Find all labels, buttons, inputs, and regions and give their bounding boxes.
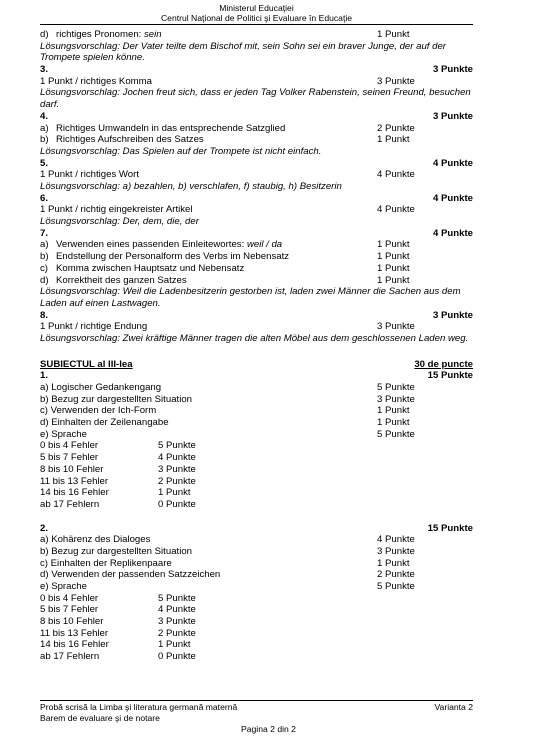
error-scale-row bbox=[40, 604, 473, 616]
item-total: 4 Punkte bbox=[433, 157, 473, 169]
error-scale bbox=[40, 440, 473, 510]
error-points: 0 Punkte bbox=[158, 498, 196, 510]
criterion-row bbox=[40, 534, 473, 546]
criterion-row: d) Korrektheit des ganzen Satzes 1 Punkt bbox=[40, 274, 410, 286]
criteria-list bbox=[40, 534, 473, 592]
criterion-row bbox=[40, 546, 473, 558]
item-number: 6. bbox=[40, 192, 49, 204]
error-points: 3 Punkte bbox=[158, 616, 196, 628]
item-number: 8. bbox=[40, 309, 49, 321]
page-footer bbox=[40, 702, 473, 723]
item-number: 4. bbox=[40, 110, 49, 122]
error-range: 5 bis 7 Fehler bbox=[40, 604, 99, 616]
error-scale-row bbox=[40, 440, 473, 452]
item-heading bbox=[40, 64, 473, 76]
item-heading bbox=[40, 370, 473, 382]
item-number: 7. bbox=[40, 227, 49, 239]
criterion-row bbox=[40, 417, 473, 429]
error-scale-row bbox=[40, 639, 473, 651]
criterion-points: 3 Punkte bbox=[377, 393, 415, 405]
criterion-text: e) Sprache bbox=[40, 581, 87, 593]
section-heading bbox=[40, 359, 473, 371]
error-scale-row bbox=[40, 499, 473, 511]
criterion-text: b) Bezug zur dargestellten Situation bbox=[40, 393, 192, 405]
error-scale-row bbox=[40, 487, 473, 499]
error-range: 8 bis 10 Fehler bbox=[40, 616, 104, 628]
criterion-text: c) Verwenden der Ich-Form bbox=[40, 405, 157, 417]
solution-text: Lösungsvorschlag: Weil die Ladenbesitzerin gestorben ist, laden zwei Männer die Sachen aus dem Laden auf einen Lastwagen. bbox=[40, 286, 461, 309]
error-points: 3 Punkte bbox=[158, 463, 196, 475]
criterion-points: 5 Punkte bbox=[377, 428, 415, 440]
solution-text: Lösungsvorschlag: Der Vater teilte dem Bischof mit, sein Sohn sei ein braver Junge, der auf der Trompete spielen könne. bbox=[40, 40, 446, 64]
criteria-list bbox=[40, 382, 473, 440]
criterion-text: b) Bezug zur dargestellten Situation bbox=[40, 545, 192, 557]
criterion-row bbox=[40, 394, 473, 406]
item-number: 2. bbox=[40, 522, 49, 534]
solution-text: Lösungsvorschlag: Zwei kräftige Männer tragen die alten Möbel aus dem geschlossenen Laden weg. bbox=[40, 332, 469, 344]
criterion-row bbox=[40, 558, 473, 570]
item-heading bbox=[40, 158, 473, 170]
criterion-row: a) Richtiges Umwandeln in das entsprechende Satzglied 2 Punkte bbox=[40, 122, 415, 134]
item-total: 15 Punkte bbox=[427, 522, 473, 534]
error-range: 14 bis 16 Fehler bbox=[40, 487, 109, 499]
error-range: 5 bis 7 Fehler bbox=[40, 452, 99, 464]
item-heading bbox=[40, 111, 473, 123]
error-points: 1 Punkt bbox=[158, 639, 191, 651]
item-total: 4 Punkte bbox=[433, 192, 473, 204]
criterion-row: a) Verwenden eines passenden Einleitewortes: weil / da 1 Punkt bbox=[40, 239, 410, 251]
criterion-text: d) Einhalten der Zeilenangabe bbox=[40, 417, 169, 429]
criterion-points: 1 Punkt bbox=[377, 29, 410, 40]
error-range: 0 bis 4 Fehler bbox=[40, 440, 99, 452]
item-total: 15 Punkte bbox=[427, 370, 473, 382]
criterion-text: c) Einhalten der Replikenpaare bbox=[40, 557, 172, 569]
document-body bbox=[40, 29, 473, 663]
item-number: 1. bbox=[40, 370, 49, 382]
error-points: 5 Punkte bbox=[158, 440, 196, 452]
item-heading bbox=[40, 228, 473, 240]
criterion-row bbox=[40, 581, 473, 593]
criterion-text: a) Logischer Gedankengang bbox=[40, 382, 162, 394]
criterion-row: c) Komma zwischen Hauptsatz und Nebensatz 1 Punkt bbox=[40, 262, 410, 274]
criterion-row: 1 Punkt / richtig eingekreister Artikel 4 Punkte bbox=[40, 204, 415, 216]
item-number: 5. bbox=[40, 157, 49, 169]
header-divider bbox=[40, 24, 473, 25]
error-range: 11 bis 13 Fehler bbox=[40, 627, 109, 639]
footer-divider bbox=[40, 700, 473, 701]
error-range: 0 bis 4 Fehler bbox=[40, 592, 99, 604]
item-total: 3 Punkte bbox=[433, 309, 473, 321]
header-ministry: Ministerul Educaţiei bbox=[219, 3, 294, 13]
header-center: Centrul Naţional de Politici şi Evaluare în Educaţie bbox=[160, 13, 353, 23]
solution-text: Lösungsvorschlag: a) bezahlen, b) verschlafen, f) staubig, h) Besitzerin bbox=[40, 181, 342, 192]
error-points: 2 Punkte bbox=[158, 475, 196, 487]
error-range: ab 17 Fehlern bbox=[40, 651, 100, 663]
criterion-row: 1 Punkt / richtiges Wort 4 Punkte bbox=[40, 169, 415, 181]
criterion-row: b) Endstellung der Personalform des Verbs im Nebensatz 1 Punkt bbox=[40, 251, 410, 263]
error-scale-row bbox=[40, 452, 473, 464]
error-range: 11 bis 13 Fehler bbox=[40, 475, 109, 487]
criterion-points: 4 Punkte bbox=[377, 534, 415, 546]
criterion-points: 2 Punkte bbox=[377, 569, 415, 581]
criterion-points: 1 Punkt bbox=[377, 557, 410, 569]
solution-text: Lösungsvorschlag: Jochen freut sich, dass er jeden Tag Volker Rabenstein, seinen Freund, besuchen darf. bbox=[40, 87, 471, 111]
error-points: 4 Punkte bbox=[158, 604, 196, 616]
footer-subtitle: Barem de evaluare şi de notare bbox=[40, 712, 160, 723]
page-number: Pagina 2 din 2 bbox=[241, 724, 296, 734]
criterion-row bbox=[40, 382, 473, 394]
section-total: 30 de puncte bbox=[414, 358, 473, 370]
error-scale-row bbox=[40, 628, 473, 640]
item-heading bbox=[40, 523, 473, 535]
solution-text: Lösungsvorschlag: Das Spielen auf der Trompete ist nicht einfach. bbox=[40, 145, 322, 157]
section-title: SUBIECTUL al III-lea bbox=[40, 358, 133, 370]
error-points: 5 Punkte bbox=[158, 592, 196, 604]
error-scale-row bbox=[40, 616, 473, 628]
criterion-row: 1 Punkt / richtiges Komma 3 Punkte bbox=[40, 75, 415, 87]
item-heading bbox=[40, 193, 473, 205]
criterion-points: 1 Punkt bbox=[377, 405, 410, 417]
solution-text: Lösungsvorschlag: Der, dem, die, der bbox=[40, 216, 199, 228]
criterion-text: d) Verwenden der passenden Satzzeichen bbox=[40, 569, 221, 581]
item-total: 3 Punkte bbox=[433, 110, 473, 122]
criterion-row: d) richtiges Pronomen: sein 1 Punkt bbox=[40, 29, 410, 40]
criterion-points: 5 Punkte bbox=[377, 581, 415, 593]
criterion-row: 1 Punkt / richtige Endung 3 Punkte bbox=[40, 321, 415, 333]
item-number: 3. bbox=[40, 64, 49, 76]
footer-exam-title: Probă scrisă la Limba şi literatura germană maternă bbox=[40, 702, 238, 712]
criterion-text: a) Kohärenz des Dialoges bbox=[40, 534, 151, 546]
error-range: ab 17 Fehlern bbox=[40, 498, 100, 510]
item-total: 4 Punkte bbox=[433, 227, 473, 239]
criterion-row bbox=[40, 429, 473, 441]
footer-variant: Varianta 2 bbox=[434, 702, 473, 712]
error-points: 2 Punkte bbox=[158, 627, 196, 639]
criterion-row bbox=[40, 405, 473, 417]
error-points: 4 Punkte bbox=[158, 452, 196, 464]
error-range: 14 bis 16 Fehler bbox=[40, 639, 109, 651]
error-points: 0 Punkte bbox=[158, 651, 196, 663]
criterion-points: 1 Punkt bbox=[377, 417, 410, 429]
criterion-points: 3 Punkte bbox=[377, 545, 415, 557]
error-scale bbox=[40, 593, 473, 663]
criterion-points: 5 Punkte bbox=[377, 382, 415, 394]
error-scale-row bbox=[40, 476, 473, 488]
item-heading bbox=[40, 310, 473, 322]
error-range: 8 bis 10 Fehler bbox=[40, 463, 104, 475]
page-header bbox=[40, 3, 473, 23]
criterion-row: b) Richtiges Aufschreiben des Satzes 1 Punkt bbox=[40, 134, 410, 146]
error-scale-row bbox=[40, 464, 473, 476]
criterion-text: e) Sprache bbox=[40, 428, 87, 440]
error-scale-row bbox=[40, 651, 473, 663]
error-points: 1 Punkt bbox=[158, 487, 191, 499]
error-scale-row bbox=[40, 593, 473, 605]
criterion-row bbox=[40, 569, 473, 581]
item-total: 3 Punkte bbox=[433, 64, 473, 76]
